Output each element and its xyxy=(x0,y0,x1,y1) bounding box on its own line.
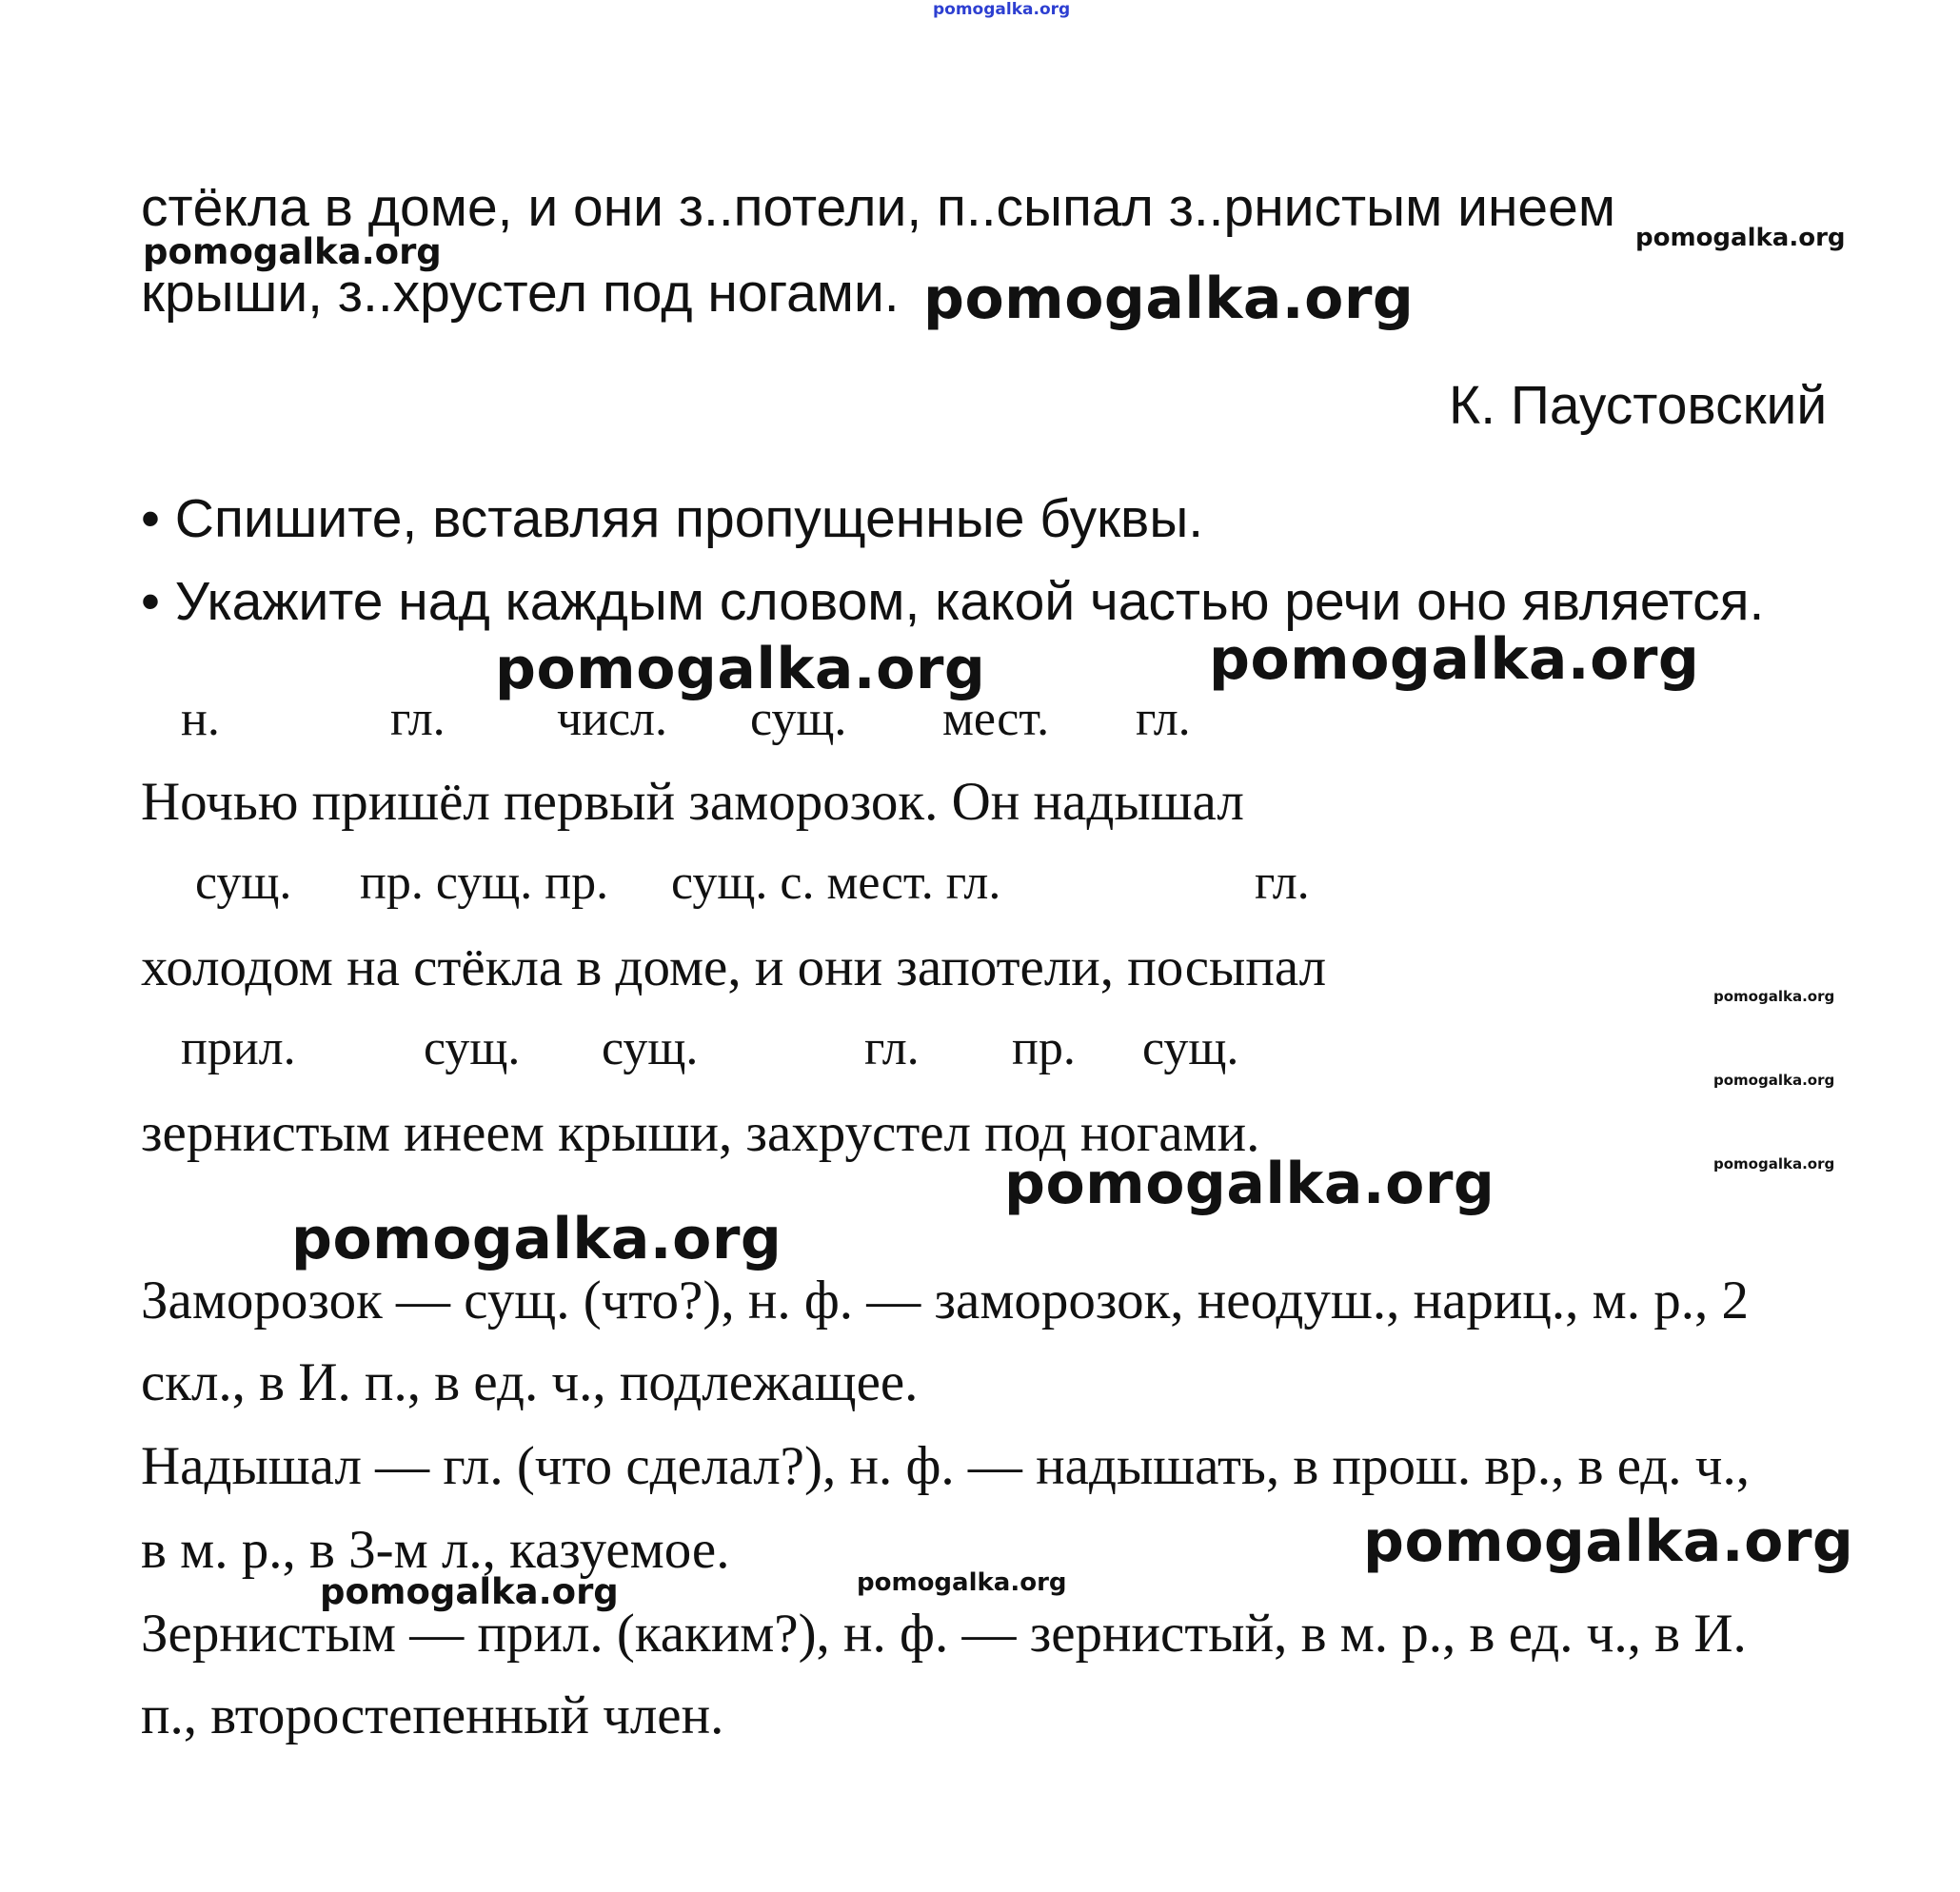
watermark: pomogalka.org xyxy=(1209,626,1700,693)
watermark: pomogalka.org xyxy=(320,1571,619,1612)
excerpt-line-1: стёкла в доме, и они з..потели, п..сыпал з..рнистым инеем xyxy=(141,177,1616,238)
watermark: pomogalka.org xyxy=(291,1206,782,1272)
pos-label: сущ. с. мест. гл. xyxy=(671,856,1001,910)
watermark: pomogalka.org xyxy=(1635,224,1846,252)
pos-label: гл. xyxy=(1255,856,1310,910)
watermark: pomogalka.org xyxy=(1713,1155,1835,1173)
task-parts-of-speech: • Укажите над каждым словом, какой частью речи оно является. xyxy=(141,571,1765,632)
pos-label: сущ. xyxy=(424,1021,521,1075)
task-rewrite: • Спишите, вставляя пропущенные буквы. xyxy=(141,488,1204,549)
pos-label: гл. xyxy=(864,1021,920,1075)
annotated-text-line-3: зернистым инеем крыши, захрустел под ногами. xyxy=(141,1103,1260,1163)
watermark: pomogalka.org xyxy=(1004,1151,1495,1217)
pos-label: прил. xyxy=(181,1021,296,1075)
analysis-zernistym-line-1: Зернистым — прил. (каким?), н. ф. — зернистый, в м. р., в ед. ч., в И. xyxy=(141,1604,1747,1664)
watermark: pomogalka.org xyxy=(923,266,1415,332)
analysis-zamorozok-line-1: Заморозок — сущ. (что?), н. ф. — заморозок, неодуш., нариц., м. р., 2 xyxy=(141,1271,1749,1330)
pos-label: н. xyxy=(181,692,220,746)
watermark: pomogalka.org xyxy=(143,231,442,272)
analysis-zamorozok-line-2: скл., в И. п., в ед. ч., подлежащее. xyxy=(141,1352,919,1412)
watermark: pomogalka.org xyxy=(1713,988,1835,1005)
pos-label: пр. xyxy=(1012,1021,1076,1075)
watermark-top: pomogalka.org xyxy=(933,0,1071,19)
watermark: pomogalka.org xyxy=(1363,1508,1854,1575)
pos-label: мест. xyxy=(942,692,1050,746)
pos-label: сущ. xyxy=(750,692,847,746)
pos-label: сущ. xyxy=(1142,1021,1239,1075)
pos-label: сущ. xyxy=(195,856,292,910)
watermark: pomogalka.org xyxy=(857,1568,1067,1597)
pos-label: гл. xyxy=(390,692,445,746)
analysis-zernistym-line-2: п., второстепенный член. xyxy=(141,1685,724,1745)
annotated-text-line-2: холодом на стёкла в доме, и они запотели, посыпал xyxy=(141,937,1327,997)
pos-label: гл. xyxy=(1136,692,1191,746)
pos-label: сущ. xyxy=(602,1021,699,1075)
analysis-nadyshal-line-1: Надышал — гл. (что сделал?), н. ф. — надышать, в прош. вр., в ед. ч., xyxy=(141,1436,1750,1496)
pos-label: числ. xyxy=(557,692,668,746)
annotated-text-line-1: Ночью пришёл первый заморозок. Он надышал xyxy=(141,772,1244,832)
watermark: pomogalka.org xyxy=(1713,1072,1835,1089)
analysis-nadyshal-line-2: в м. р., в 3-м л., казуемое. xyxy=(141,1520,730,1580)
excerpt-author: К. Паустовский xyxy=(1449,375,1828,436)
watermark: pomogalka.org xyxy=(495,636,986,702)
pos-label: пр. сущ. пр. xyxy=(360,856,609,910)
excerpt-line-2: крыши, з..хрустел под ногами. xyxy=(141,263,900,324)
